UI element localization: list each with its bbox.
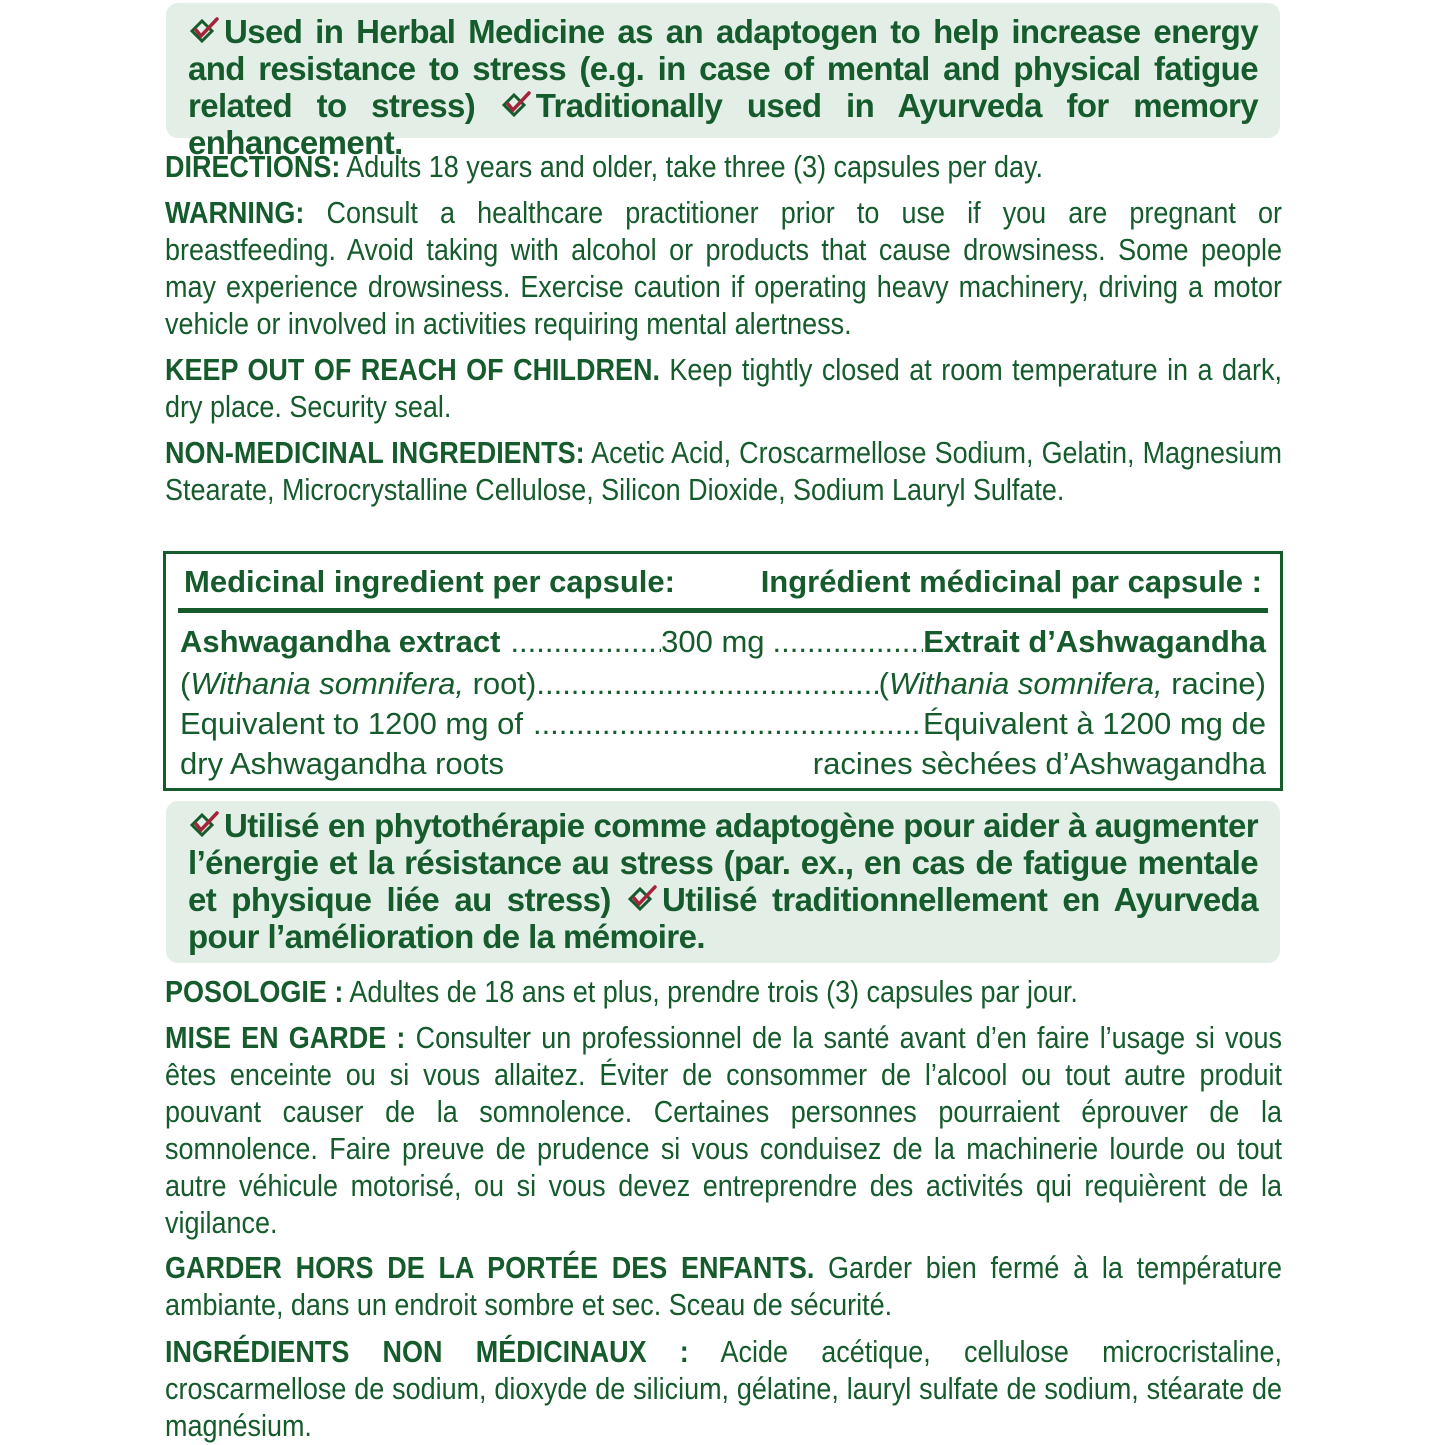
french-warning [165, 1019, 1282, 1241]
dot-leader [773, 622, 924, 662]
medicinal-ingredient-table [163, 551, 1283, 791]
french-claim-adaptogen: Utilisé en phytothérapie comme adaptogène pour aider à augmenter l’énergie et la résistance au stress (par. ex., en cas de fatigue mentale et physique liée au stress) [188, 807, 1258, 918]
header-french: Ingrédient médicinal par capsule : [760, 564, 1262, 599]
checkmark-diamond-icon [188, 811, 220, 839]
checkmark-diamond-icon [188, 17, 220, 45]
source-french-open: ( [878, 666, 889, 701]
english-storage [165, 351, 1282, 425]
french-directions [165, 973, 1282, 1010]
garder-text: Garder bien fermé à la température ambiante, dans un endroit sombre et sec. Sceau de sécurité. [165, 1250, 1282, 1322]
dot-leader [533, 704, 923, 744]
mise-en-garde-text: Consulter un professionnel de la santé avant d’en faire l’usage si vous êtes enceinte ou si vous allaitez. Éviter de consommer de l’alcool ou tout autre produit pouvant causer de la somnolence. Certaines personnes pourraient éprouver de la somnolence. Faire preuve de prudence si vous conduisez de la machinerie lourde ou tout autre véhicule motorisé, ou si vous devez entreprendre des activités qui requièrent de la vigilance. [165, 1020, 1283, 1240]
english-directions [165, 148, 1282, 185]
source-french-part: racine) [1162, 666, 1266, 701]
storage-heading: KEEP OUT OF REACH OF CHILDREN. [165, 352, 660, 387]
checkmark-diamond-icon [626, 885, 658, 913]
warning-text: Consult a healthcare practitioner prior to use if you are pregnant or breastfeeding. Avoid taking with alcohol or products that cause drowsiness. Some people may experience drowsiness. Exercise caution if operating heavy machinery, driving a motor vehicle or involved in activities requiring mental alertness. [165, 195, 1282, 341]
french-non-medicinal-ingredients [165, 1333, 1282, 1444]
english-warning [165, 194, 1282, 342]
french-storage [165, 1249, 1282, 1323]
non-medicinal-text: Acetic Acid, Croscarmellose Sodium, Gelatin, Magnesium Stearate, Microcrystalline Cellulose, Silicon Dioxide, Sodium Lauryl Sulfate. [165, 435, 1282, 507]
ingredients-non-medicinaux-heading: INGRÉDIENTS NON MÉDICINAUX : [165, 1334, 689, 1369]
non-medicinal-heading: NON-MEDICINAL INGREDIENTS: [165, 435, 585, 470]
english-claims-panel [166, 3, 1280, 161]
roots-english: dry Ashwagandha roots [180, 746, 504, 781]
equivalent-english: Equivalent to 1200 mg of [180, 706, 523, 741]
header-english: Medicinal ingredient per capsule: [184, 564, 675, 599]
ingredient-name-french: Extrait d’Ashwagandha [923, 624, 1267, 659]
source-english [180, 664, 536, 704]
directions-text: Adults 18 years and older, take three (3) capsules per day. [340, 149, 1043, 184]
garder-heading: GARDER HORS DE LA PORTÉE DES ENFANTS. [165, 1250, 815, 1285]
warning-heading: WARNING: [165, 195, 305, 230]
dot-leader [510, 622, 661, 662]
storage-text: Keep tightly closed at room temperature in a dark, dry place. Security seal. [165, 352, 1282, 424]
source-english-open: ( [180, 666, 191, 701]
table-header [180, 562, 1266, 602]
ingredients-non-medicinaux-text: Acide acétique, cellulose microcristaline, croscarmellose de sodium, dioxyde de silicium, gélatine, lauryl sulfate de sodium, stéarate de magnésium. [165, 1334, 1283, 1443]
mise-en-garde-heading: MISE EN GARDE : [165, 1020, 406, 1055]
source-french-species: Withania somnifera, [888, 666, 1163, 701]
posologie-heading: POSOLOGIE : [165, 974, 344, 1009]
roots-french: racines sèchées d’Ashwagandha [812, 746, 1266, 781]
posologie-text: Adultes de 18 ans et plus, prendre trois (3) capsules par jour. [343, 974, 1078, 1009]
english-non-medicinal-ingredients [165, 434, 1282, 508]
french-claims-panel [166, 801, 1280, 963]
roots-row [180, 744, 1266, 784]
header-rule [178, 608, 1268, 613]
source-english-species: Withania somnifera, [190, 666, 464, 701]
source-french [879, 664, 1266, 704]
dot-leader [536, 664, 878, 704]
french-claim-memory: Utilisé traditionnellement en Ayurveda pour l’amélioration de la mémoire. [188, 881, 1258, 955]
source-english-part: root) [464, 666, 537, 701]
equivalent-row [180, 704, 1266, 744]
equivalent-french: Équivalent à 1200 mg de [923, 706, 1266, 741]
directions-heading: DIRECTIONS: [165, 149, 341, 184]
ingredient-dose: 300 mg [661, 624, 765, 659]
checkmark-diamond-icon [500, 91, 532, 119]
english-claim-adaptogen: Used in Herbal Medicine as an adaptogen to help increase energy and resistance to stress (e.g. in case of mental and physical fatigue related to stress) [188, 13, 1258, 124]
ingredient-name-english: Ashwagandha extract [180, 624, 501, 659]
ingredient-row [180, 622, 1266, 662]
english-claim-memory: Traditionally used in Ayurveda for memory enhancement. [188, 87, 1259, 161]
source-row [180, 664, 1266, 704]
